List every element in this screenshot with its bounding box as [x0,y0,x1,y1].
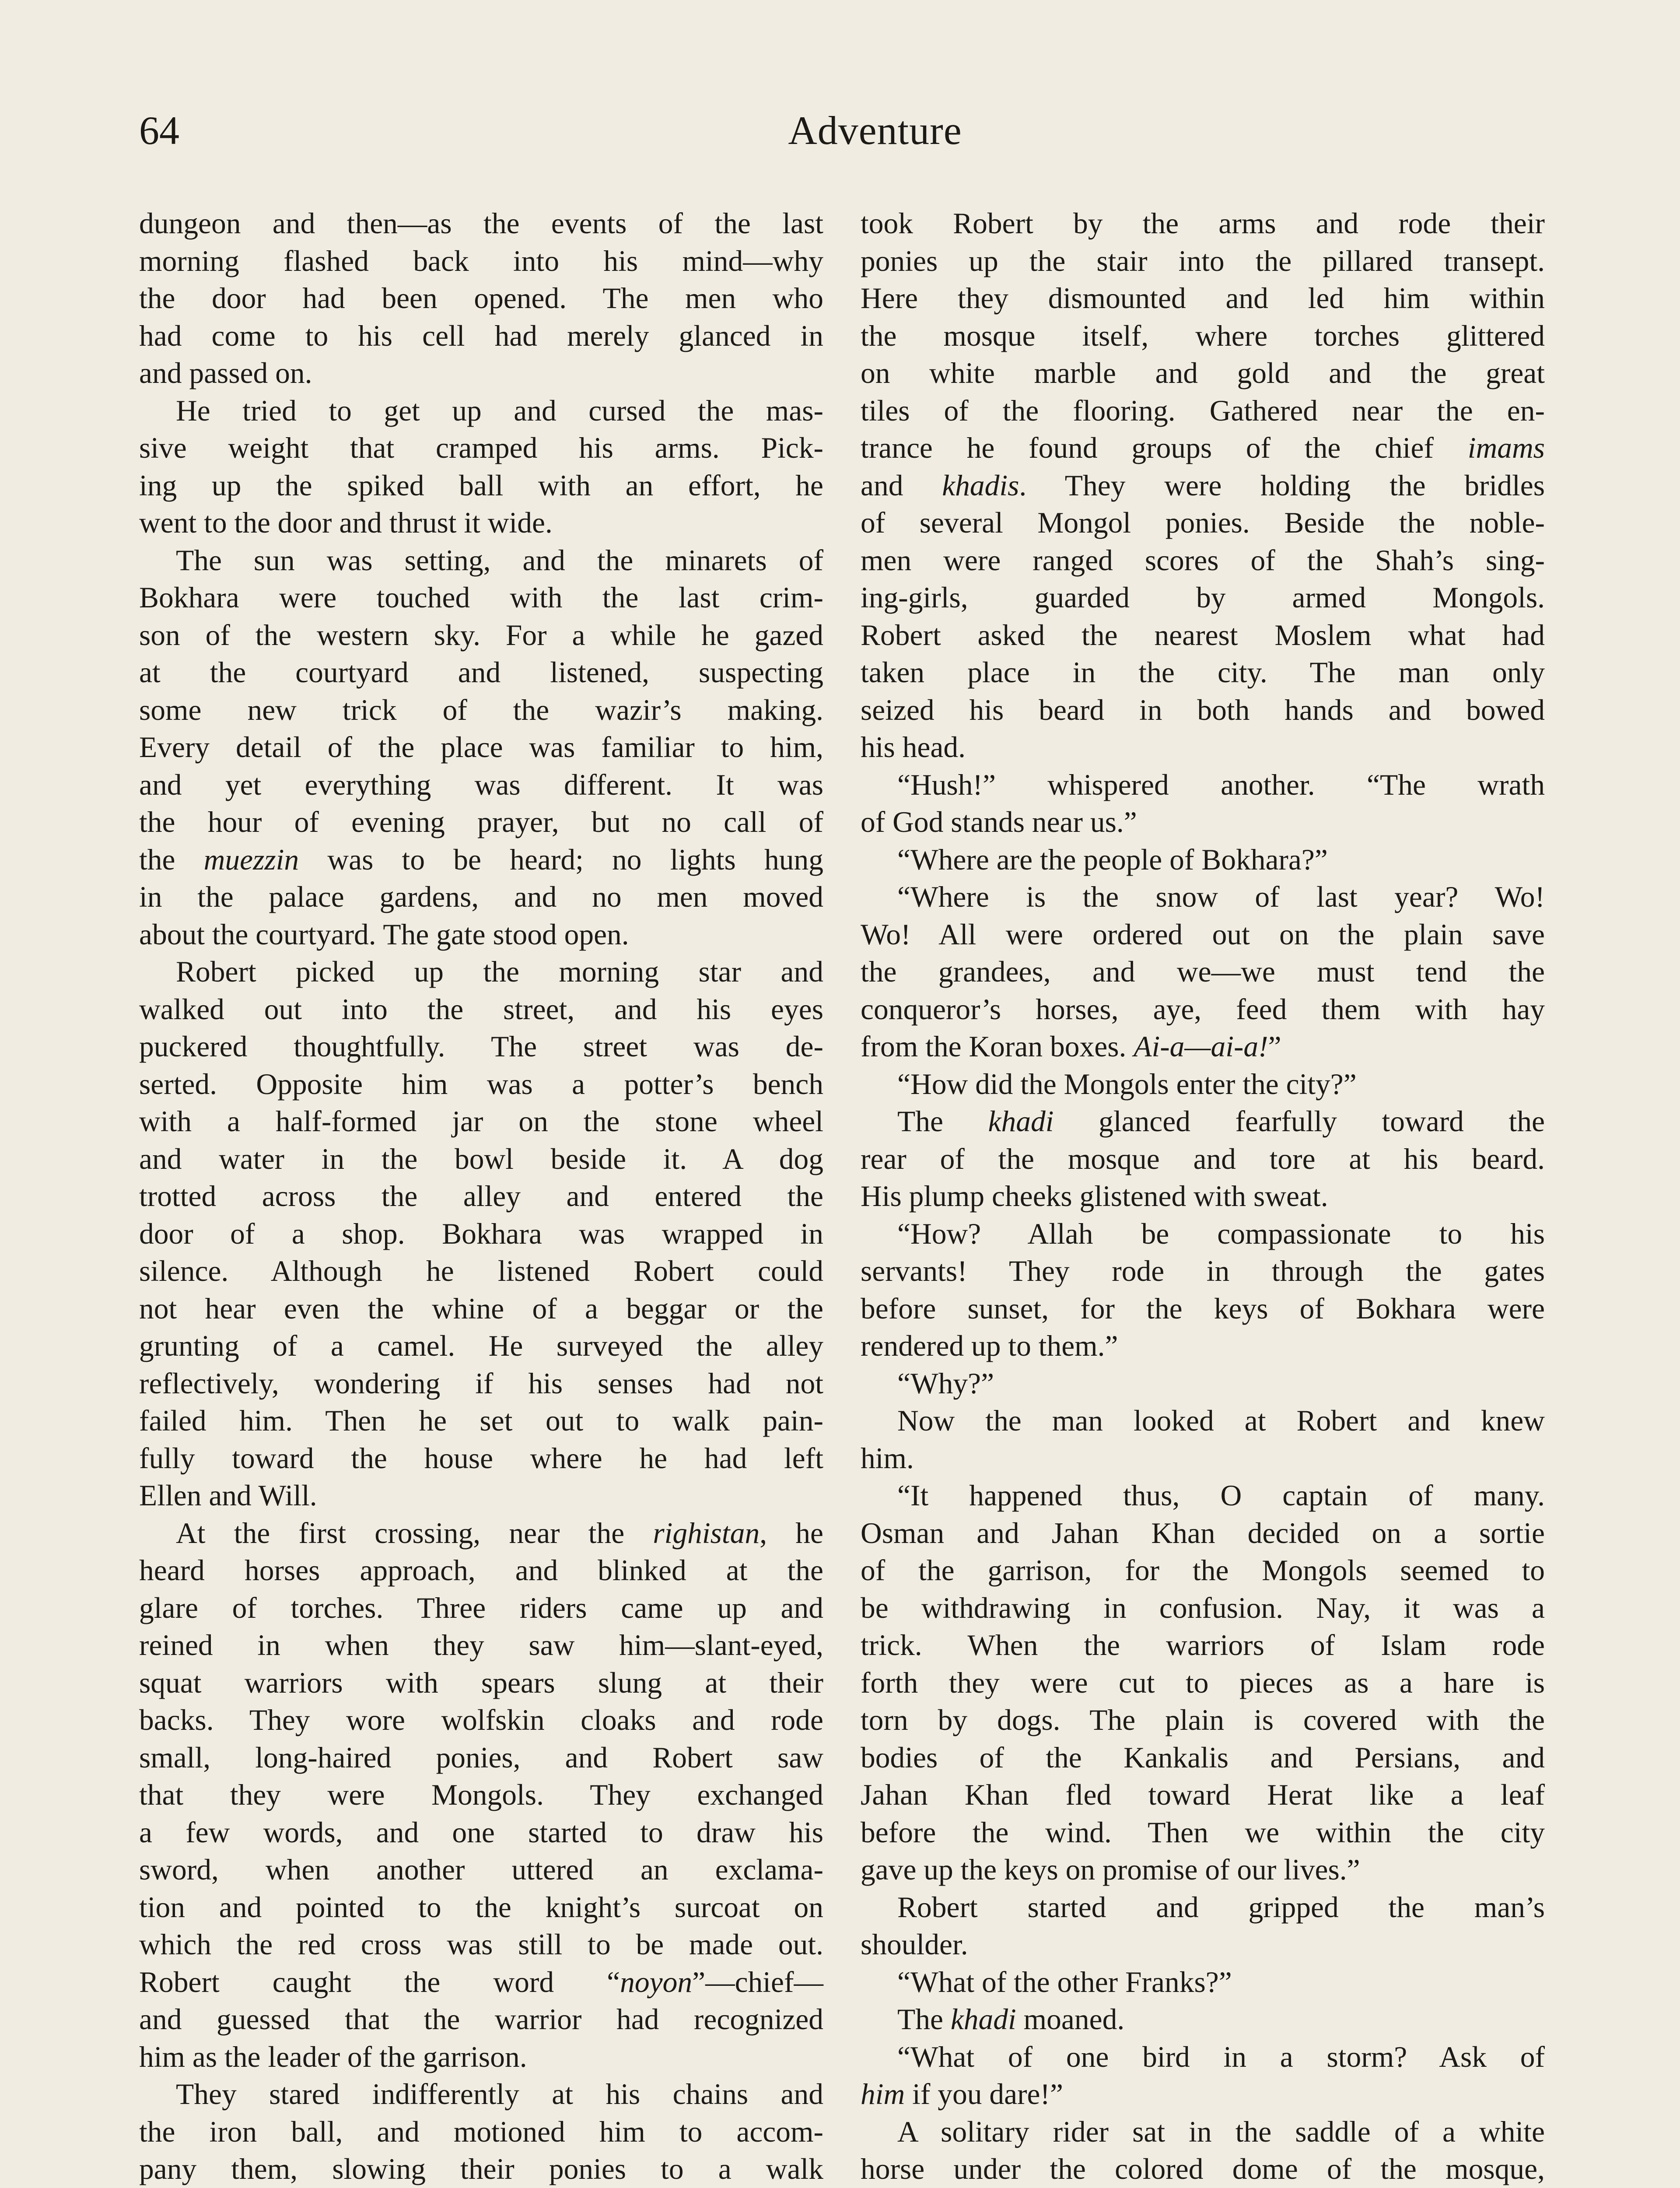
text-line: trotted across the alley and entered the [139,1180,823,1213]
text-line: of God stands near us.” [861,806,1137,838]
text-line: reined in when they saw him—slant-eyed, [139,1629,823,1662]
text-line: They stared indifferently at his chains and [176,2078,823,2111]
text-line: at the courtyard and listened, suspecting [139,656,823,689]
text-line: horse under the colored dome of the mosque, [861,2153,1545,2185]
text-line: a few words, and one started to draw his [139,1816,823,1849]
text-line: the door had been opened. The men who [139,282,823,315]
text-line: “What of one bird in a storm? Ask of [897,2040,1545,2073]
text-line: Bokhara were touched with the last crim- [139,581,823,614]
text-line: seized his beard in both hands and bowed [861,693,1545,726]
text-line: backs. They wore wolfskin cloaks and rode [139,1704,823,1736]
text-run: was to be heard; no lights hung [299,843,823,876]
text-line: the iron ball, and motioned him to accom- [139,2115,823,2148]
text-line [861,429,1545,467]
text-line: the mosque itself, where torches glittered [861,319,1545,352]
italic-term: righistan [653,1516,760,1550]
text-line: “Where are the people of Bokhara?” [897,843,1328,876]
text-line: Jahan Khan fled toward Herat like a leaf [861,1778,1545,1811]
text-line: “Hush!” whispered another. “The wrath [897,768,1545,801]
text-line [139,1964,823,2001]
text-line: sword, when another uttered an exclama- [139,1853,823,1886]
text-line: of several Mongol ponies. Beside the noble- [861,506,1545,539]
text-line: grunting of a camel. He surveyed the alley [139,1329,823,1362]
right-column [861,205,1545,2188]
text-line: about the courtyard. The gate stood open. [139,918,629,951]
text-line: the grandees, and we—we must tend the [861,955,1545,988]
text-line: dungeon and then—as the events of the last [139,207,823,240]
text-line: ponies up the stair into the pillared transept. [861,244,1545,277]
text-line: morning flashed back into his mind—why [139,244,823,277]
text-line: ing up the spiked ball with an effort, he [139,469,823,502]
text-line: before the wind. Then we within the city [861,1816,1545,1849]
text-line [139,1515,823,1552]
text-run: , he [760,1516,823,1550]
text-line: and passed on. [139,357,312,389]
text-run: and [861,469,942,502]
text-line: with a half-formed jar on the stone wheel [139,1105,823,1138]
text-line [139,841,823,879]
text-line: “How did the Mongols enter the city?” [897,1067,1357,1101]
text-line: and yet everything was different. It was [139,768,823,801]
text-line: not hear even the whine of a beggar or the [139,1292,823,1325]
text-line: Every detail of the place was familiar to him, [139,731,823,764]
text-line: him as the leader of the garrison. [139,2040,527,2073]
text-line: ing-girls, guarded by armed Mongols. [861,581,1545,614]
text-line: failed him. Then he set out to walk pain- [139,1404,823,1437]
italic-term: khadi [950,2003,1016,2036]
text-run: if you dare!” [905,2078,1063,2111]
text-line: and guessed that the warrior had recognized [139,2003,823,2036]
text-line: reflectively, wondering if his senses had not [139,1367,823,1400]
text-line: “What of the other Franks?” [897,1965,1232,1999]
text-run: glanced fearfully toward the [1054,1105,1545,1138]
text-line: tion and pointed to the knight’s surcoat on [139,1890,823,1924]
text-run: trance he found groups of the chief [861,431,1468,464]
text-run: ” [1268,1030,1281,1063]
text-line: rendered up to them.” [861,1329,1118,1362]
text-line [861,2076,1545,2113]
text-run: At the first crossing, near the [176,1516,653,1550]
text-line [861,1103,1545,1140]
text-line: of the garrison, for the Mongols seemed to [861,1554,1545,1587]
text-line: and water in the bowl beside it. A dog [139,1142,823,1175]
text-line: He tried to get up and cursed the mas- [176,394,823,427]
italic-term: khadi [988,1105,1054,1138]
text-line: serted. Opposite him was a potter’s bench [139,1067,823,1101]
text-run: ”—chief— [692,1965,823,1999]
text-line: “It happened thus, O captain of many. [897,1479,1545,1512]
text-line: that they were Mongols. They exchanged [139,1778,823,1811]
text-line: had come to his cell had merely glanced in [139,319,823,352]
text-line: small, long-haired ponies, and Robert saw [139,1741,823,1774]
text-line: some new trick of the wazir’s making. [139,693,823,726]
italic-term: imams [1467,431,1545,464]
text-line: servants! They rode in through the gates [861,1255,1545,1287]
text-run: . They were holding the bridles [1019,469,1545,502]
text-line: Robert asked the nearest Moslem what had [861,618,1545,652]
text-run: the [139,843,204,876]
text-line: Robert picked up the morning star and [176,955,823,988]
text-run: moaned. [1016,2003,1125,2036]
text-line: Wo! All were ordered out on the plain save [861,918,1545,951]
text-line: be withdrawing in confusion. Nay, it was a [861,1591,1545,1624]
left-column [139,205,823,2188]
text-line: men were ranged scores of the Shah’s sing- [861,543,1545,577]
running-head: Adventure [788,108,962,153]
text-line: the hour of evening prayer, but no call of [139,806,823,838]
text-line: glare of torches. Three riders came up and [139,1591,823,1624]
text-line: A solitary rider sat in the saddle of a white [897,2115,1545,2148]
text-line: walked out into the street, and his eyes [139,992,823,1026]
page-number: 64 [139,108,179,153]
text-line: before sunset, for the keys of Bokhara were [861,1292,1545,1325]
text-line: took Robert by the arms and rode their [861,207,1545,240]
text-line: on white marble and gold and the great [861,357,1545,389]
text-line: torn by dogs. The plain is covered with the [861,1704,1545,1736]
text-line: which the red cross was still to be made out. [139,1928,823,1961]
italic-term: muezzin [203,843,299,876]
text-line: went to the door and thrust it wide. [139,506,553,539]
text-run: The [897,2003,951,2036]
text-line: in the palace gardens, and no men moved [139,880,823,913]
text-line: heard horses approach, and blinked at the [139,1554,823,1587]
text-line: him. [861,1441,914,1475]
text-line: rear of the mosque and tore at his beard. [861,1142,1545,1175]
text-run: The [897,1105,988,1138]
text-line: his head. [861,731,966,764]
text-line [861,1028,1545,1066]
italic-term: noyon [620,1965,693,1999]
text-line: “Why?” [897,1367,994,1400]
text-line: door of a shop. Bokhara was wrapped in [139,1217,823,1250]
text-line: “How? Allah be compassionate to his [897,1217,1545,1250]
text-line: trick. When the warriors of Islam rode [861,1629,1545,1662]
italic-term: khadis [942,469,1019,502]
text-line: Now the man looked at Robert and knew [897,1404,1545,1437]
italic-term: him [861,2078,905,2111]
text-line: Robert started and gripped the man’s [897,1890,1545,1924]
text-line: taken place in the city. The man only [861,656,1545,689]
text-line: Ellen and Will. [139,1479,317,1512]
text-line: conqueror’s horses, aye, feed them with hay [861,992,1545,1026]
text-line: bodies of the Kankalis and Persians, and [861,1741,1545,1774]
text-line: son of the western sky. For a while he gazed [139,618,823,652]
text-line: tiles of the flooring. Gathered near the en- [861,394,1545,427]
text-line: gave up the keys on promise of our lives.” [861,1853,1360,1886]
text-line [861,2001,1545,2038]
text-line: shoulder. [861,1928,968,1961]
text-line: puckered thoughtfully. The street was de- [139,1030,823,1063]
text-run: from the Koran boxes. [861,1030,1134,1063]
text-line: “Where is the snow of last year? Wo! [897,880,1545,913]
text-line: His plump cheeks glistened with sweat. [861,1180,1328,1213]
text-line: The sun was setting, and the minarets of [176,543,823,577]
text-line: Here they dismounted and led him within [861,282,1545,315]
italic-term: Ai-a—ai-a! [1134,1030,1268,1063]
text-line [861,467,1545,505]
text-line: squat warriors with spears slung at their [139,1666,823,1699]
text-line: sive weight that cramped his arms. Pick- [139,431,823,464]
text-line: fully toward the house where he had left [139,1441,823,1475]
text-line: Osman and Jahan Khan decided on a sortie [861,1516,1545,1550]
text-run: Robert caught the word “ [139,1965,620,1999]
text-line: pany them, slowing their ponies to a walk [139,2153,823,2185]
text-line: forth they were cut to pieces as a hare is [861,1666,1545,1699]
text-line: silence. Although he listened Robert could [139,1255,823,1287]
